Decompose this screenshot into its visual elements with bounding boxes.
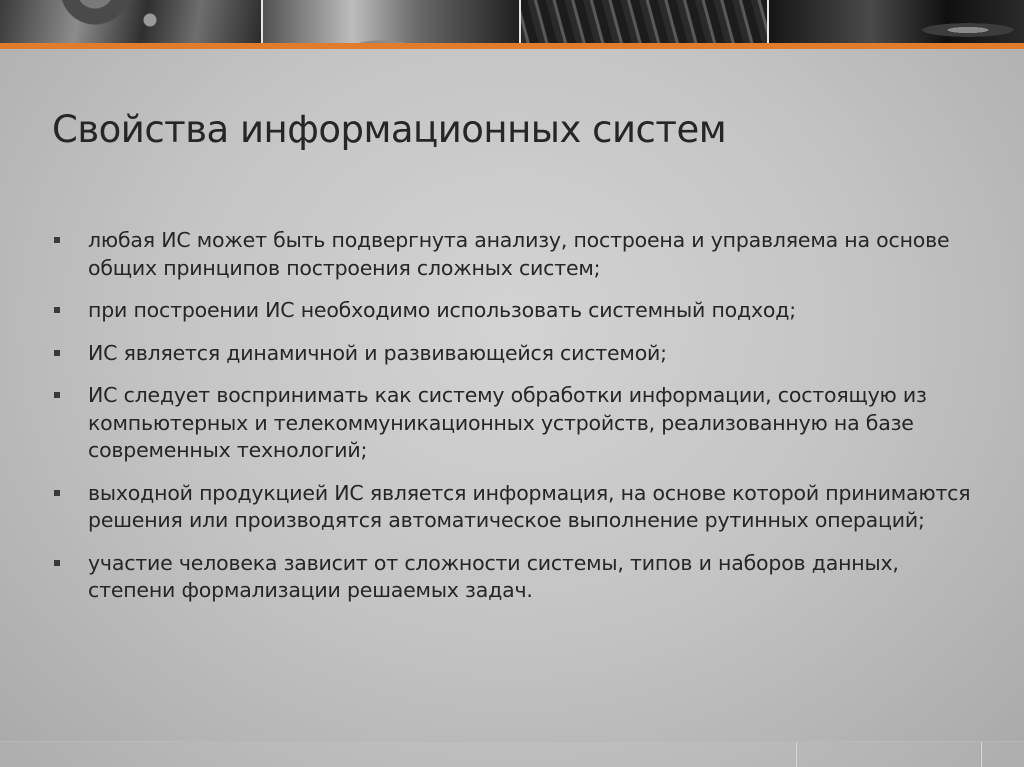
square-bullet-icon [54,237,60,243]
slide-title: Свойства информационных систем [52,108,727,151]
banner-photo-1 [0,0,262,43]
footer-segment [0,742,795,767]
banner-photo-2 [262,0,520,43]
bullet-item [52,550,972,605]
banner-photo-4 [768,0,1024,43]
accent-bar [0,43,1024,49]
bullet-item [52,480,972,535]
banner-photo-3 [520,0,768,43]
bullet-item [52,227,972,282]
banner-divider [767,0,769,43]
bullet-item [52,340,972,368]
header-image-banner [0,0,1024,43]
footer-divider [796,742,797,767]
bullet-text: участие человека зависит от сложности системы, типов и наборов данных, степени формализации решаемых задач. [88,550,899,602]
footer-divider [981,742,982,767]
square-bullet-icon [54,307,60,313]
square-bullet-icon [54,490,60,496]
bullet-text: ИС является динамичной и развивающейся системой; [88,340,667,365]
square-bullet-icon [54,560,60,566]
square-bullet-icon [54,392,60,398]
bullet-text: ИС следует воспринимать как систему обработки информации, состоящую из компьютерных и телекоммуникационных устройств, реализованную на базе современных технологий; [88,383,927,462]
bullet-text: выходной продукцией ИС является информация, на основе которой принимаются решения или производятся автоматическое выполнение рутинных операций; [88,480,971,532]
bullet-text: при построении ИС необходимо использовать системный подход; [88,298,796,322]
bullet-list [52,227,972,620]
banner-divider [261,0,263,43]
bullet-item [52,382,972,465]
square-bullet-icon [54,350,60,356]
footer-segment [982,742,1024,767]
footer-segment [797,742,980,767]
bullet-item [52,297,972,325]
bullet-text: любая ИС может быть подвергнута анализу, построена и управляема на основе общих принципов построения сложных систем; [88,228,950,280]
banner-divider [519,0,521,43]
